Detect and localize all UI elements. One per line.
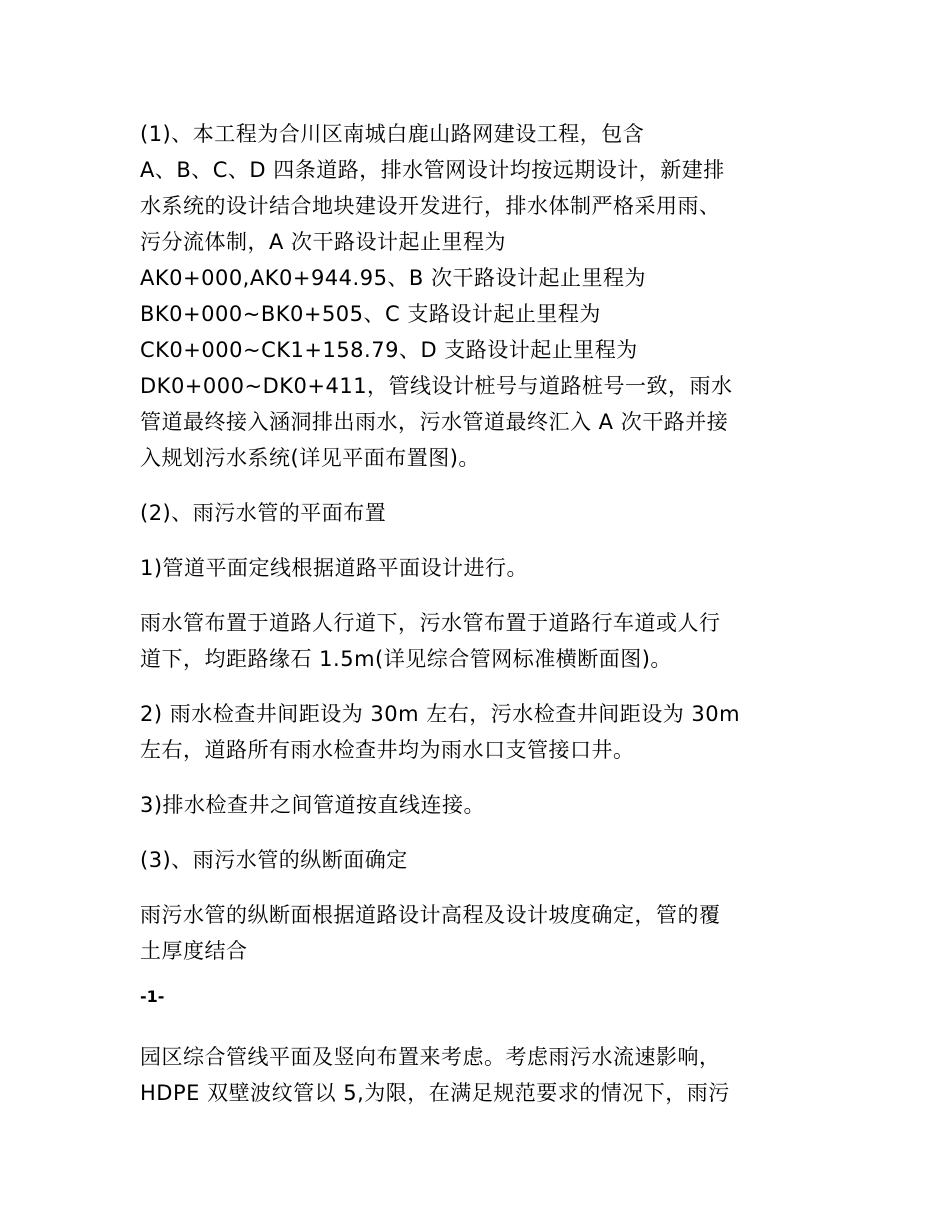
text-line: 管道最终接入涵洞排出雨水，污水管道最终汇入 A 次干路并接 (140, 410, 729, 434)
text-line: 1)管道平面定线根据道路平面设计进行。 (140, 556, 529, 580)
text-line: 土厚度结合 (140, 939, 248, 963)
text-line: 入规划污水系统(详见平面布置图)。 (140, 446, 480, 470)
text-line: 水系统的设计结合地块建设开发进行，排水体制严格采用雨、 (140, 194, 721, 218)
paragraph-manhole-spacing (140, 696, 810, 768)
section-heading-profile (140, 842, 810, 878)
paragraph-pipe-placement (140, 605, 810, 677)
paragraph-profile-determination (140, 897, 810, 969)
text-line: 2) 雨水检查井间距设为 30m 左右，污水检查井间距设为 30m (140, 702, 741, 726)
text-line: (2)、雨污水管的平面布置 (140, 501, 387, 525)
text-line: CK0+000~CK1+158.79、D 支路设计起止里程为 (140, 338, 638, 362)
text-line: AK0+000,AK0+944.95、B 次干路设计起止里程为 (140, 266, 647, 290)
text-line: 雨污水管的纵断面根据道路设计高程及设计坡度确定，管的覆 (140, 903, 721, 927)
text-line: 园区综合管线平面及竖向布置来考虑。考虑雨污水流速影响， (140, 1045, 721, 1069)
text-line: 道下，均距路缘石 1.5m(详见综合管网标准横断面图)。 (140, 647, 672, 671)
text-line: BK0+000~BK0+505、C 支路设计起止里程为 (140, 302, 601, 326)
text-line: A、B、C、D 四条道路，排水管网设计均按远期设计，新建排 (140, 158, 725, 182)
text-line: (3)、雨污水管的纵断面确定 (140, 848, 408, 872)
text-line: 污分流体制，A 次干路设计起止里程为 (140, 230, 507, 254)
document-page (140, 116, 810, 1111)
text-line: 3)排水检查井之间管道按直线连接。 (140, 793, 486, 817)
text-line: 左右，道路所有雨水检查井均为雨水口支管接口井。 (140, 738, 635, 762)
paragraph-pipe-alignment (140, 550, 810, 586)
paragraph-pipe-connection (140, 787, 810, 823)
section-heading-plan-layout (140, 495, 810, 531)
text-line: 雨水管布置于道路人行道下，污水管布置于道路行车道或人行 (140, 611, 721, 635)
text-line: DK0+000~DK0+411，管线设计桩号与道路桩号一致，雨水 (140, 374, 733, 398)
text-line: (1)、本工程为合川区南城白鹿山路网建设工程，包含 (140, 122, 645, 146)
page-number: -1- (140, 987, 165, 1006)
paragraph-continuation (140, 1039, 810, 1111)
text-line: HDPE 双壁波纹管以 5,为限，在满足规范要求的情况下，雨污 (140, 1081, 730, 1105)
paragraph-project-overview (140, 116, 810, 476)
